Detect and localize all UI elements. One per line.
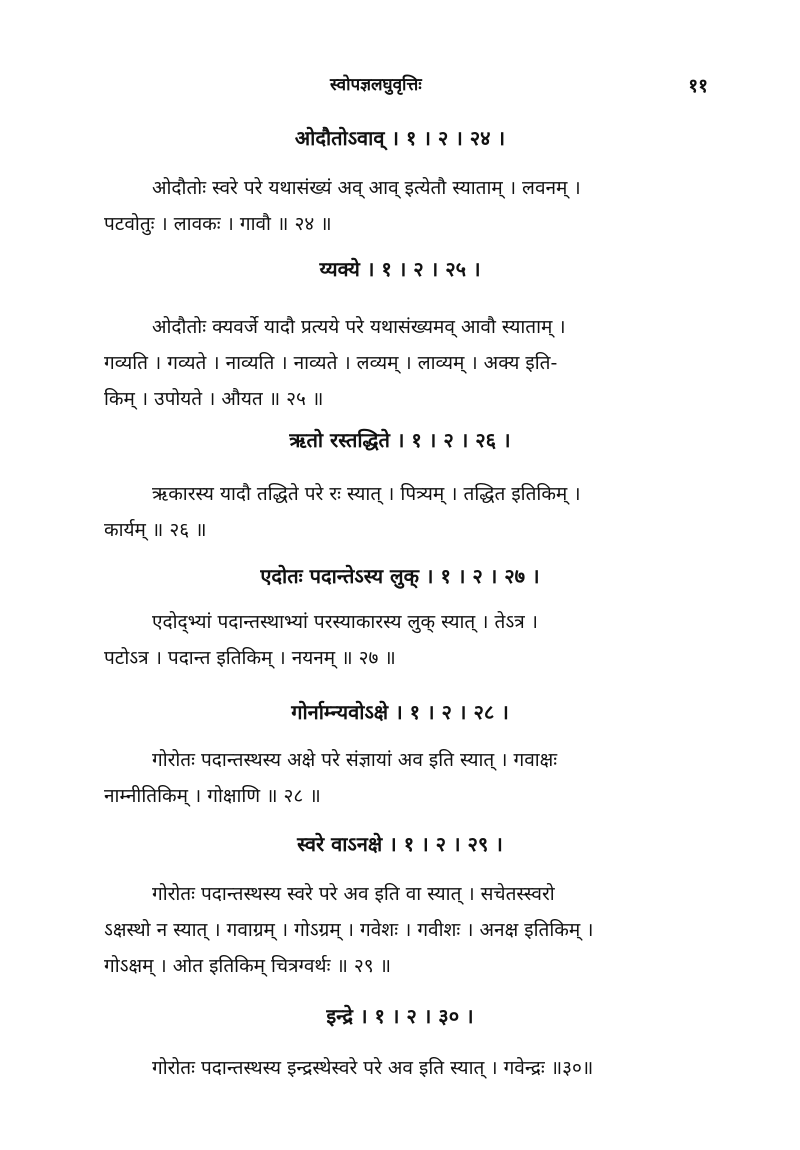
commentary (104, 309, 704, 417)
sutra-heading: य्यक्ये । १ । २ । २५ । (319, 257, 481, 281)
commentary-line: ओदौतोः क्यवर्जे यादौ प्रत्यये परे यथासंख्यमव् आवौ स्याताम् । (152, 316, 566, 338)
sutra-heading: इन्द्रे । १ । २ । ३० । (326, 1004, 474, 1028)
commentary-line: गोरोतः पदान्तस्थस्य स्वरे परे अव इति वा स्यात् । सचेतस्स्वरो (152, 883, 555, 905)
commentary (104, 742, 704, 814)
commentary-line: गव्यति । गव्यते । नाव्यति । नाव्यते । लव्यम् । लाव्यम् । अक्य इति- (104, 352, 558, 374)
commentary-line: गोरोतः पदान्तस्थस्य इन्द्रस्थेस्वरे परे अव इति स्यात् । गवेन्द्रः ॥३०॥ (152, 1057, 594, 1079)
commentary (104, 170, 704, 242)
commentary (104, 604, 704, 676)
page-header (0, 72, 800, 96)
commentary-line: ऽक्षस्थो न स्यात् । गवाग्रम् । गोऽग्रम् । गवेशः । गवीशः । अनक्ष इतिकिम् । (104, 919, 594, 941)
commentary-line: ऋकारस्य यादौ तद्धिते परे रः स्यात् । पित्र्यम् । तद्धित इतिकिम् । (152, 483, 581, 505)
sutra-heading: ओदौतोऽवाव् । १ । २ । २४ । (294, 126, 506, 150)
commentary-line: पटोऽत्र । पदान्त इतिकिम् । नयनम् ॥ २७ ॥ (104, 647, 396, 669)
running-title: स्वोपज्ञलघुवृत्तिः (330, 75, 422, 95)
commentary-line: ओदौतोः स्वरे परे यथासंख्यं अव् आव् इत्येतौ स्याताम् । लवनम् । (152, 177, 581, 199)
sutra-heading: एदोतः पदान्तेऽस्य लुक् । १ । २ । २७ । (260, 564, 540, 588)
commentary (104, 1050, 704, 1086)
commentary (104, 476, 704, 548)
commentary-line: पटवोतुः । लावकः । गावौ ॥ २४ ॥ (104, 213, 332, 235)
commentary-line: कार्यम् ॥ २६ ॥ (104, 519, 207, 541)
commentary-line: गोऽक्षम् । ओत इतिकिम् चित्रग्वर्थः ॥ २९ ॥ (104, 955, 392, 977)
page-number: ११ (688, 75, 708, 97)
sutra-heading: स्वरे वाऽनक्षे । १ । २ । २९ । (297, 832, 503, 856)
commentary-line: एदोद्भ्यां पदान्तस्थाभ्यां परस्याकारस्य लुक् स्यात् । तेऽत्र । (152, 611, 538, 633)
commentary-line: नाम्नीतिकिम् । गोक्षाणि ॥ २८ ॥ (104, 785, 321, 807)
commentary (104, 876, 704, 984)
commentary-line: गोरोतः पदान्तस्थस्य अक्षे परे संज्ञायां अव इति स्यात् । गवाक्षः (152, 749, 558, 771)
sutra-heading: ऋतो रस्तद्धिते । १ । २ । २६ । (289, 428, 511, 452)
sutra-heading: गोर्नाम्न्यवोऽक्षे । १ । २ । २८ । (291, 700, 509, 724)
commentary-line: किम् । उपोयते । औयत ॥ २५ ॥ (104, 388, 324, 410)
